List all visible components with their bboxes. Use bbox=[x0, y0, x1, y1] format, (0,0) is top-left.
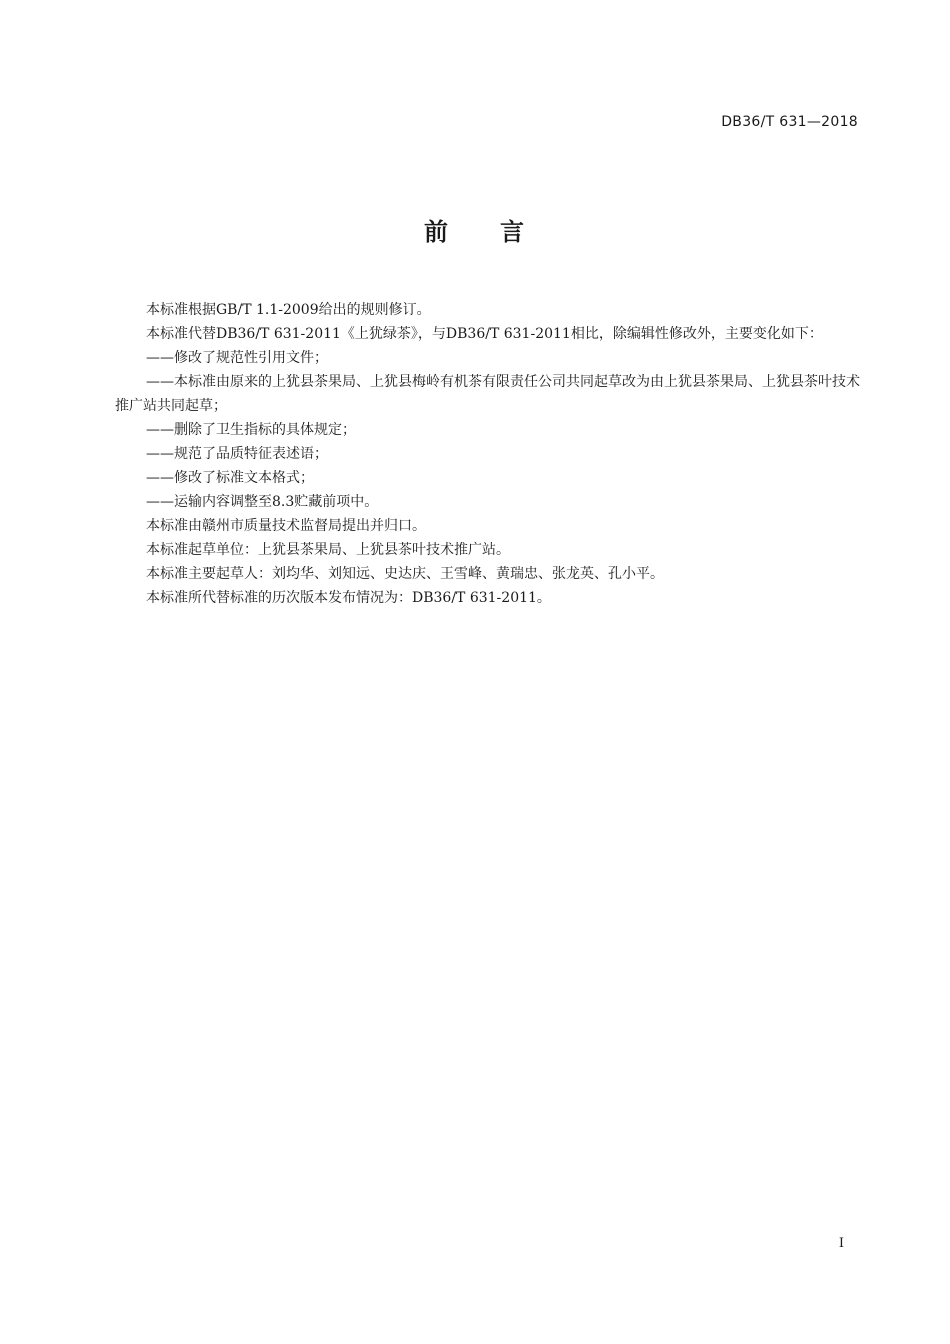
paragraph: 本标准主要起草人：刘均华、刘知远、史达庆、王雪峰、黄瑞忠、张龙英、孔小平。 bbox=[146, 566, 664, 582]
paragraph: 本标准根据GB/T 1.1-2009给出的规则修订。 bbox=[146, 302, 431, 318]
list-item: ——本标准由原来的上犹县茶果局、上犹县梅岭有机茶有限责任公司共同起草改为由上犹县茶果局、上犹县茶叶技术推广站共同起草； bbox=[115, 374, 860, 414]
list-item: ——修改了标准文本格式； bbox=[146, 470, 314, 486]
list-item: ——规范了品质特征表述语； bbox=[146, 446, 328, 462]
list-item: ——修改了规范性引用文件； bbox=[146, 350, 328, 366]
list-item: ——删除了卫生指标的具体规定； bbox=[146, 422, 356, 438]
title-char-2: 言 bbox=[500, 218, 526, 246]
paragraph: 本标准代替DB36/T 631-2011《上犹绿茶》，与DB36/T 631-2011相比，除编辑性修改外，主要变化如下： bbox=[146, 326, 823, 342]
foreword-body bbox=[115, 298, 860, 610]
standard-code: DB36/T 631—2018 bbox=[721, 114, 858, 130]
paragraph: 本标准起草单位：上犹县茶果局、上犹县茶叶技术推广站。 bbox=[146, 542, 510, 558]
page-number: I bbox=[838, 1236, 844, 1251]
paragraph: 本标准所代替标准的历次版本发布情况为：DB36/T 631-2011。 bbox=[146, 590, 551, 606]
page-title bbox=[0, 212, 950, 247]
paragraph: 本标准由赣州市质量技术监督局提出并归口。 bbox=[146, 518, 426, 534]
title-char-1: 前 bbox=[424, 218, 450, 246]
list-item: ——运输内容调整至8.3贮藏前项中。 bbox=[146, 494, 379, 510]
